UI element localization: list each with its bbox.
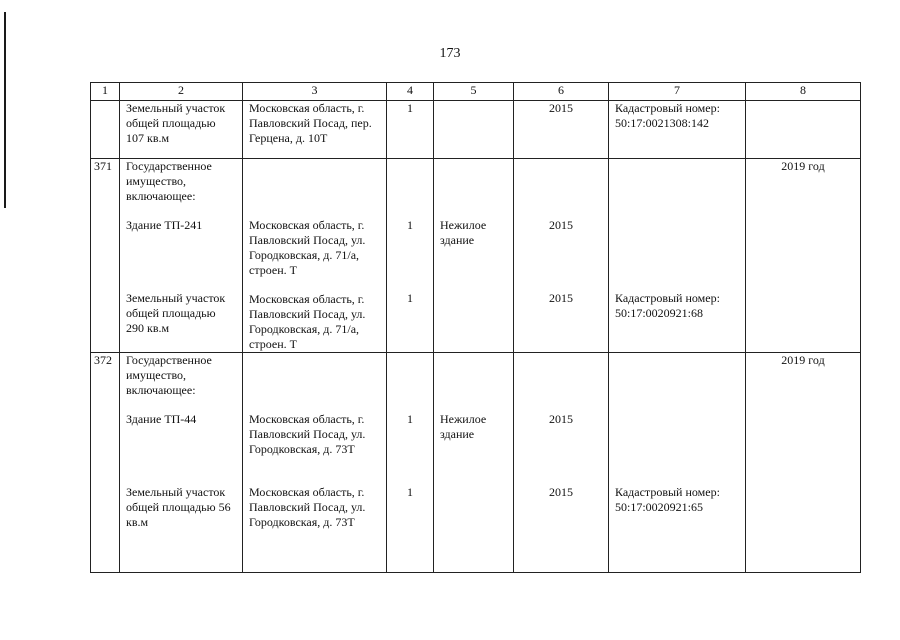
object-year: 2015 <box>514 101 609 159</box>
object-year: 2015 <box>549 218 573 232</box>
group-title: Государственное имущество, включающее: <box>126 353 212 397</box>
object-address: Московская область, г. Павловский Посад, пер. Герцена, д. 10Т <box>243 101 387 159</box>
row-number: 371 <box>91 159 120 353</box>
object-address: Московская область, г. Павловский Посад, ул. Городковская, д. 71/а, строен. Т <box>249 218 366 277</box>
property-table <box>90 82 861 573</box>
object-cadastral <box>615 218 745 277</box>
object-name: Земельный участок общей площадью 290 кв.м <box>126 291 226 335</box>
column-header: 4 <box>387 83 434 101</box>
column-header: 8 <box>746 83 861 101</box>
object-quantity: 1 <box>407 291 413 305</box>
object-year: 2015 <box>549 485 573 499</box>
row-number <box>91 101 120 159</box>
transfer-year: 2019 год <box>746 159 861 353</box>
column-header: 3 <box>243 83 387 101</box>
object-cadastral: Кадастровый номер: 50:17:0020921:68 <box>615 291 720 320</box>
margin-line <box>4 12 6 208</box>
object-year: 2015 <box>549 291 573 305</box>
object-purpose <box>434 101 514 159</box>
table-header-row <box>91 83 861 101</box>
column-header: 1 <box>91 83 120 101</box>
row-number: 372 <box>91 353 120 573</box>
object-address: Московская область, г. Павловский Посад, ул. Городковская, д. 71/а, строен. Т <box>249 292 366 351</box>
column-header: 2 <box>120 83 243 101</box>
object-quantity: 1 <box>407 485 413 499</box>
object-quantity: 1 <box>407 412 413 426</box>
object-quantity: 1 <box>407 218 413 232</box>
object-name: Здание ТП-241 <box>126 218 203 232</box>
object-cadastral <box>615 412 745 471</box>
table-row <box>91 353 861 573</box>
object-name: Земельный участок общей площадью 56 кв.м <box>126 485 231 529</box>
column-header: 6 <box>514 83 609 101</box>
table-row <box>91 101 861 159</box>
table-row <box>91 159 861 353</box>
object-purpose: Нежилое здание <box>440 412 487 441</box>
column-header: 7 <box>609 83 746 101</box>
object-address: Московская область, г. Павловский Посад, ул. Городковская, д. 73Т <box>249 485 366 529</box>
page-number: 173 <box>439 46 461 61</box>
object-cadastral: Кадастровый номер: 50:17:0020921:65 <box>615 485 720 514</box>
object-address: Московская область, г. Павловский Посад, ул. Городковская, д. 73Т <box>249 412 366 456</box>
object-year: 2015 <box>549 412 573 426</box>
transfer-year: 2019 год <box>746 353 861 573</box>
transfer-year <box>746 101 861 159</box>
group-title: Государственное имущество, включающее: <box>126 159 212 203</box>
object-purpose: Нежилое здание <box>440 218 487 247</box>
object-cadastral: Кадастровый номер: 50:17:0021308:142 <box>609 101 746 159</box>
object-name: Здание ТП-44 <box>126 412 197 426</box>
object-quantity: 1 <box>387 101 434 159</box>
object-name: Земельный участок общей площадью 107 кв.м <box>120 101 243 159</box>
column-header: 5 <box>434 83 514 101</box>
